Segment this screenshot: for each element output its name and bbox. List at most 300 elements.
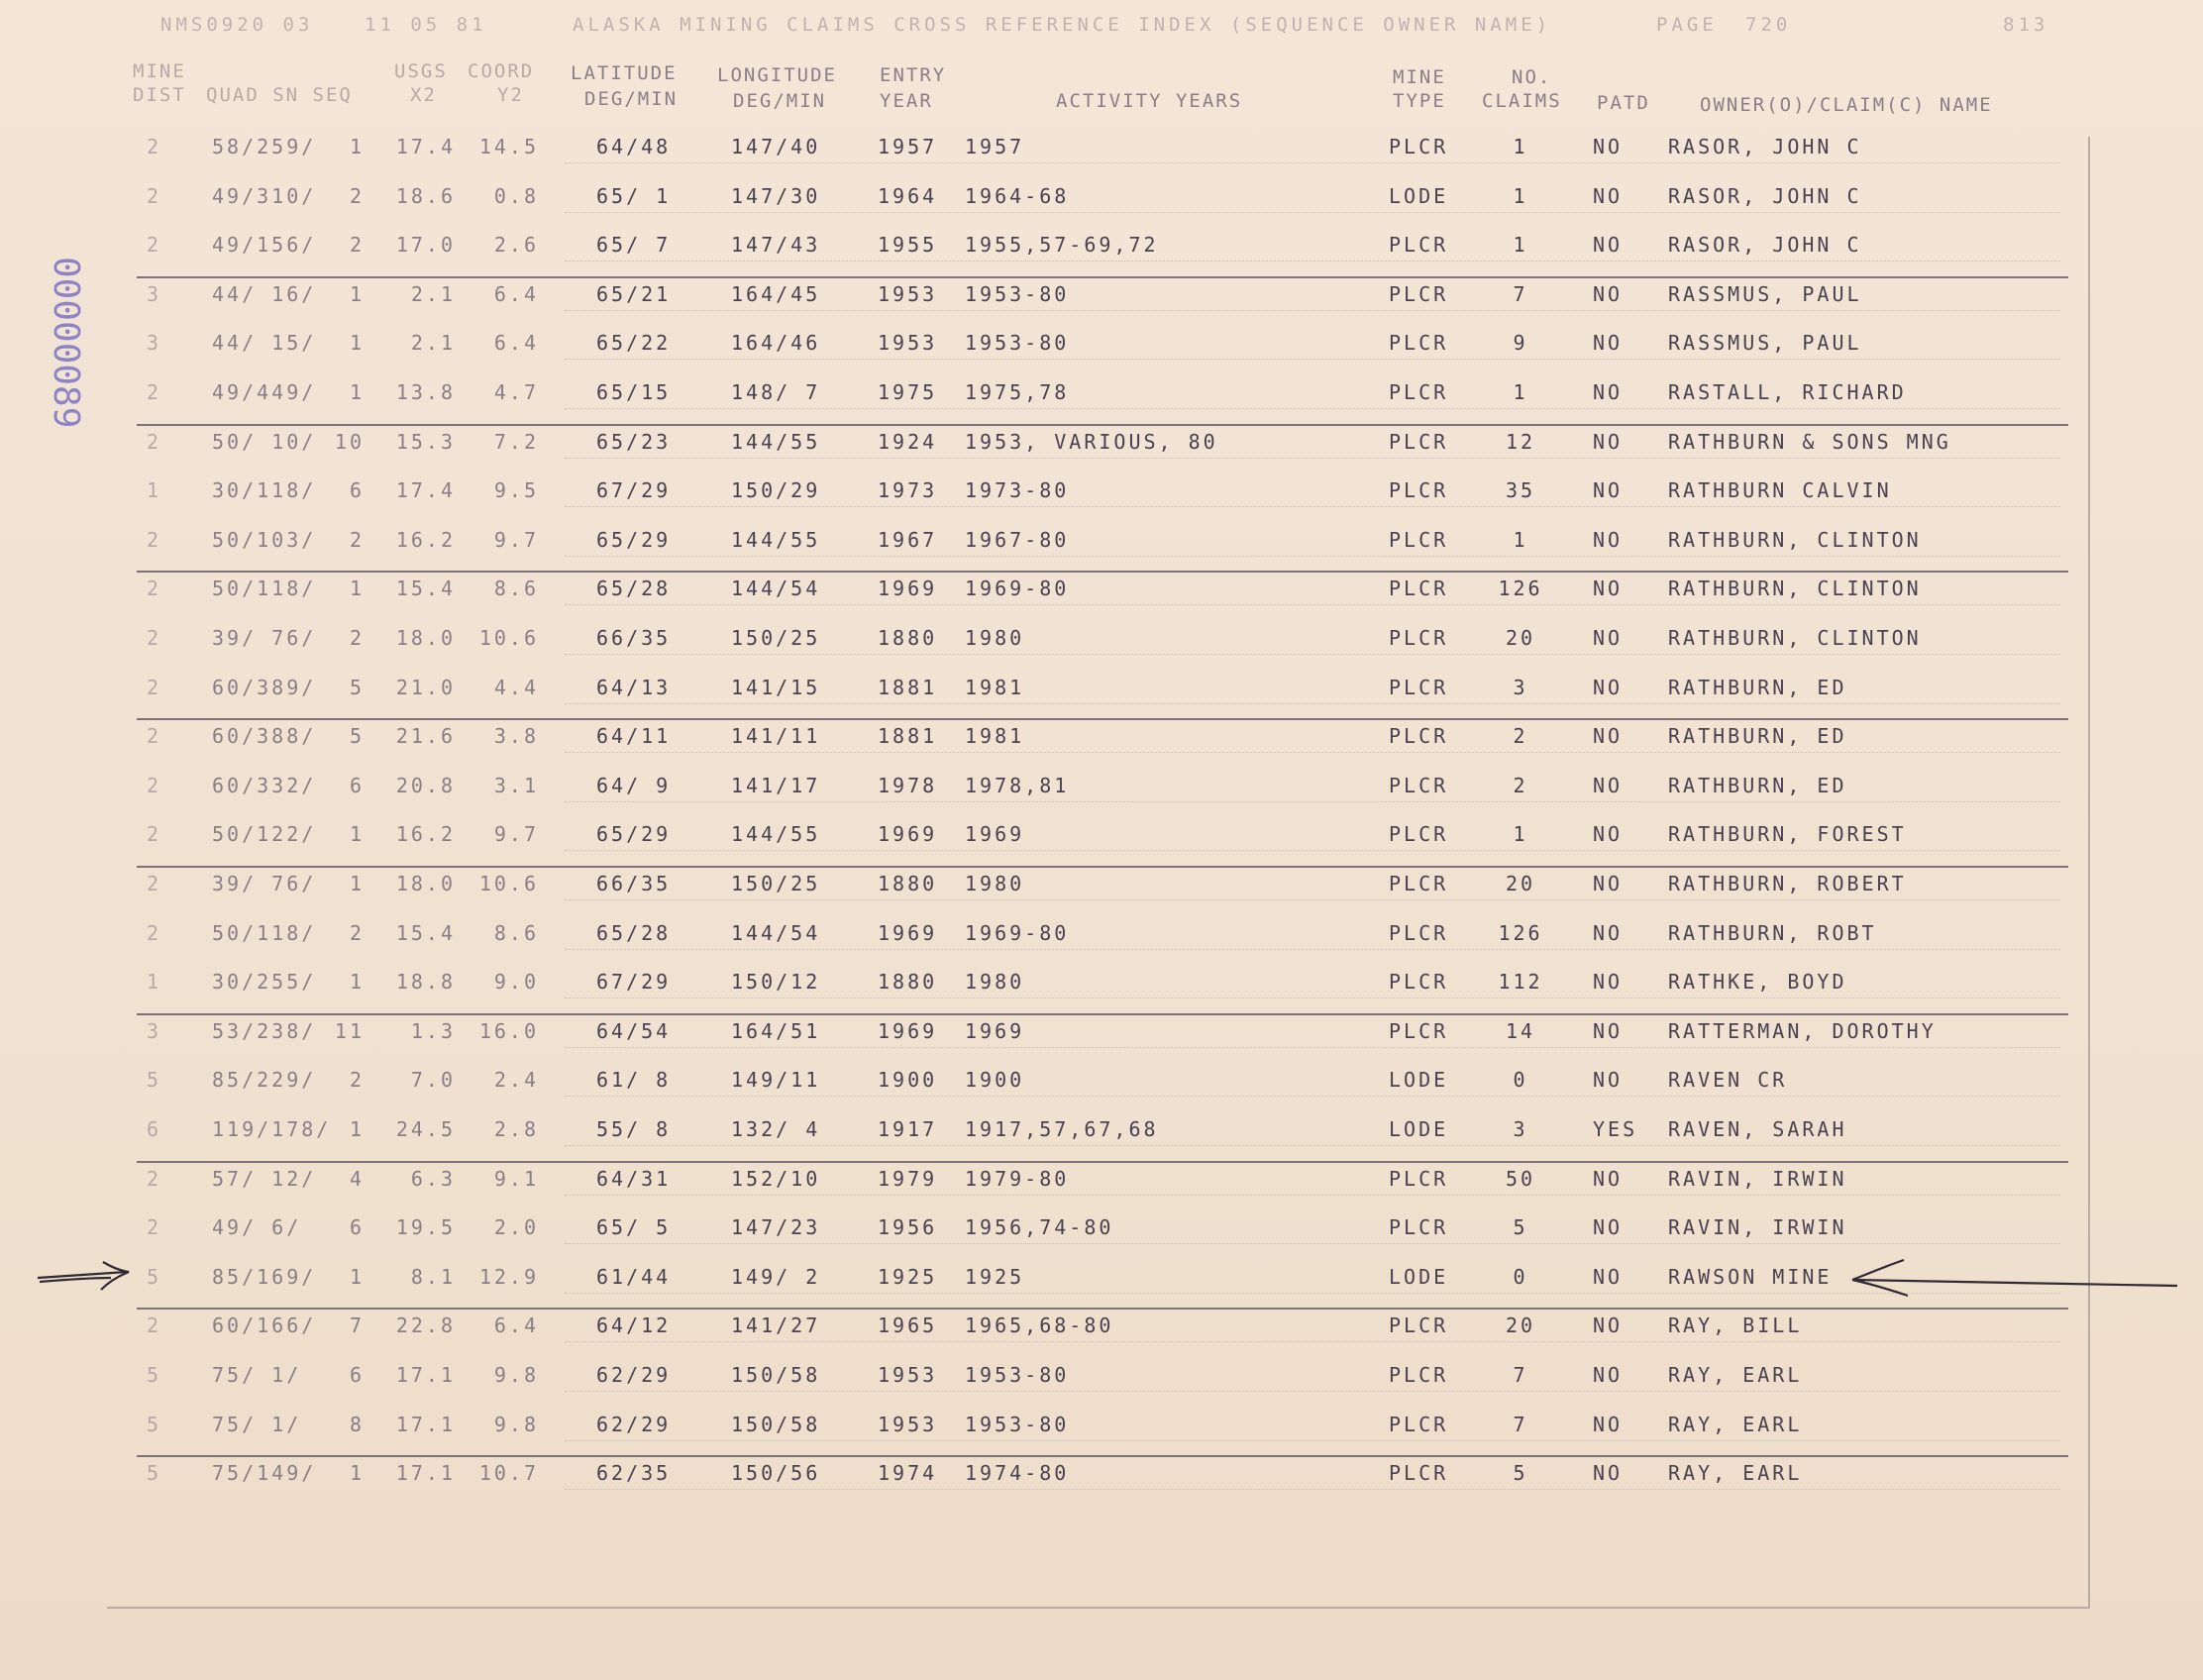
- cell-owner: RATHBURN, FOREST: [1668, 822, 1907, 847]
- cell-latitude: 65/28: [596, 920, 672, 945]
- cell-owner: RAY, EARL: [1668, 1363, 1803, 1387]
- col-activity-years: ACTIVITY YEARS: [1056, 90, 1243, 112]
- cell-dist: 3: [147, 331, 162, 356]
- table-row: [0, 1208, 2203, 1257]
- cell-latitude: 65/28: [596, 577, 672, 601]
- cell-longitude: 164/45: [731, 281, 821, 306]
- cell-claims: 126: [1498, 577, 1543, 601]
- cell-latitude: 64/48: [596, 135, 672, 158]
- table-row: [0, 962, 2203, 1011]
- col-quad-sn-seq: QUAD SN SEQ: [206, 84, 353, 106]
- row-guide: [565, 1195, 2060, 1196]
- cell-dist: 2: [147, 527, 162, 552]
- cell-y2: 9.1: [493, 1166, 539, 1191]
- cell-claims: 1: [1513, 527, 1528, 552]
- cell-seq: 2: [349, 920, 365, 945]
- cell-x2: 17.4: [395, 478, 456, 503]
- cell-dist: 6: [147, 1117, 162, 1141]
- cell-claims: 3: [1513, 675, 1528, 699]
- cell-dist: 5: [147, 1461, 162, 1486]
- cell-y2: 2.8: [493, 1117, 539, 1141]
- cell-patd: NO: [1593, 429, 1624, 454]
- cell-mine-type: PLCR: [1389, 822, 1449, 847]
- row-guide: [565, 703, 2060, 704]
- row-guide: [565, 949, 2060, 950]
- report-header: [0, 14, 2203, 48]
- cell-x2: 18.8: [395, 970, 456, 995]
- cell-dist: 2: [147, 135, 162, 158]
- cell-longitude: 141/27: [731, 1313, 821, 1338]
- col-mine: MINE: [133, 60, 186, 82]
- row-guide: [565, 162, 2060, 163]
- cell-patd: NO: [1593, 478, 1624, 503]
- cell-y2: 0.8: [493, 183, 539, 208]
- cell-longitude: 141/11: [731, 724, 821, 749]
- cell-mine-type: PLCR: [1389, 970, 1449, 995]
- cell-seq: 10: [334, 429, 365, 454]
- col-mine-2: MINE: [1393, 66, 1446, 88]
- cell-quad-sn: 50/118/: [212, 920, 317, 945]
- row-guide: [565, 1341, 2060, 1342]
- cell-entry-year: 1917: [878, 1117, 938, 1141]
- cell-mine-type: PLCR: [1389, 724, 1449, 749]
- cell-latitude: 64/13: [596, 675, 672, 699]
- cell-entry-year: 1881: [878, 724, 938, 749]
- cell-latitude: 66/35: [596, 626, 672, 650]
- cell-entry-year: 1953: [878, 1363, 938, 1387]
- cell-seq: 4: [349, 1166, 365, 1191]
- cell-entry-year: 1880: [878, 970, 938, 995]
- cell-longitude: 147/40: [731, 135, 821, 158]
- cell-claims: 1: [1513, 183, 1528, 208]
- cell-entry-year: 1880: [878, 872, 938, 895]
- cell-patd: NO: [1593, 135, 1624, 158]
- cell-dist: 5: [147, 1412, 162, 1436]
- program-id: NMS0920 03: [160, 14, 314, 36]
- batch-stamp: [46, 257, 86, 477]
- cell-owner: RASOR, JOHN C: [1668, 183, 1862, 208]
- col-coord: COORD: [468, 60, 535, 82]
- cell-activity: 1974-80: [965, 1461, 1070, 1486]
- cell-y2: 8.6: [493, 920, 539, 945]
- row-guide: [565, 1096, 2060, 1097]
- cell-patd: NO: [1593, 920, 1624, 945]
- cell-dist: 2: [147, 380, 162, 404]
- page-number: 720: [1745, 14, 1792, 36]
- cell-quad-sn: 30/118/: [212, 478, 317, 503]
- cell-longitude: 149/ 2: [731, 1264, 821, 1289]
- cell-dist: 2: [147, 1166, 162, 1191]
- cell-longitude: 147/30: [731, 183, 821, 208]
- cell-x2: 15.4: [395, 577, 456, 601]
- cell-quad-sn: 60/332/: [212, 773, 317, 797]
- cell-quad-sn: 49/310/: [212, 183, 317, 208]
- row-guide: [565, 310, 2060, 311]
- cell-y2: 7.2: [493, 429, 539, 454]
- cell-longitude: 150/25: [731, 626, 821, 650]
- cell-claims: 0: [1513, 1068, 1528, 1093]
- cell-longitude: 132/ 4: [731, 1117, 821, 1141]
- cell-mine-type: PLCR: [1389, 1215, 1449, 1240]
- cell-owner: RAVEN CR: [1668, 1068, 1788, 1093]
- cell-longitude: 152/10: [731, 1166, 821, 1191]
- cell-x2: 18.0: [395, 626, 456, 650]
- cell-activity: 1955,57-69,72: [965, 233, 1159, 258]
- cell-y2: 9.8: [493, 1363, 539, 1387]
- cell-claims: 50: [1505, 1166, 1536, 1191]
- cell-latitude: 65/15: [596, 380, 672, 404]
- cell-y2: 3.1: [493, 773, 539, 797]
- cell-quad-sn: 44/ 16/: [212, 281, 317, 306]
- cell-entry-year: 1953: [878, 1412, 938, 1436]
- cell-entry-year: 1955: [878, 233, 938, 258]
- cell-quad-sn: 75/149/: [212, 1461, 317, 1486]
- cell-x2: 18.6: [395, 183, 456, 208]
- cell-claims: 20: [1505, 872, 1536, 895]
- cell-claims: 112: [1498, 970, 1543, 995]
- cell-claims: 5: [1513, 1461, 1528, 1486]
- col-usgs: USGS: [394, 60, 448, 82]
- cell-longitude: 164/51: [731, 1018, 821, 1043]
- cell-y2: 10.7: [478, 1461, 539, 1486]
- table-row: [0, 471, 2203, 520]
- cell-owner: RATHBURN, ED: [1668, 675, 1847, 699]
- cell-patd: NO: [1593, 1313, 1624, 1338]
- cell-seq: 2: [349, 183, 365, 208]
- cell-longitude: 150/56: [731, 1461, 821, 1486]
- cell-activity: 1979-80: [965, 1166, 1070, 1191]
- cell-seq: 2: [349, 1068, 365, 1093]
- col-dist: DIST: [133, 84, 186, 106]
- cell-latitude: 61/ 8: [596, 1068, 672, 1093]
- cell-dist: 2: [147, 675, 162, 699]
- cell-quad-sn: 50/103/: [212, 527, 317, 552]
- cell-quad-sn: 75/ 1/: [212, 1363, 302, 1387]
- cell-patd: NO: [1593, 822, 1624, 847]
- cell-activity: 1978,81: [965, 773, 1070, 797]
- cell-x2: 7.0: [410, 1068, 456, 1093]
- cell-claims: 7: [1513, 1363, 1528, 1387]
- cell-patd: NO: [1593, 1461, 1624, 1486]
- cell-claims: 12: [1505, 429, 1536, 454]
- cell-activity: 1973-80: [965, 478, 1070, 503]
- cell-latitude: 65/22: [596, 331, 672, 356]
- cell-longitude: 148/ 7: [731, 380, 821, 404]
- cell-dist: 5: [147, 1363, 162, 1387]
- cell-y2: 9.0: [493, 970, 539, 995]
- cell-seq: 1: [349, 577, 365, 601]
- cell-seq: 7: [349, 1313, 365, 1338]
- cell-entry-year: 1967: [878, 527, 938, 552]
- cell-activity: 1980: [965, 626, 1025, 650]
- cell-dist: 2: [147, 626, 162, 650]
- cell-seq: 1: [349, 1461, 365, 1486]
- row-guide: [565, 604, 2060, 605]
- cell-activity: 1965,68-80: [965, 1313, 1114, 1338]
- cell-owner: RAVIN, IRWIN: [1668, 1215, 1847, 1240]
- cell-x2: 8.1: [410, 1264, 456, 1289]
- batch-stamp-text: 00000089: [46, 257, 86, 429]
- cell-y2: 3.8: [493, 724, 539, 749]
- cell-x2: 21.6: [395, 724, 456, 749]
- row-guide: [565, 654, 2060, 655]
- row-guide: [565, 359, 2060, 360]
- cell-quad-sn: 50/122/: [212, 822, 317, 847]
- col-patd: PATD: [1597, 92, 1650, 114]
- cell-quad-sn: 44/ 15/: [212, 331, 317, 356]
- cell-owner: RASOR, JOHN C: [1668, 135, 1862, 158]
- cell-claims: 126: [1498, 920, 1543, 945]
- cell-claims: 2: [1513, 773, 1528, 797]
- cell-activity: 1953-80: [965, 281, 1070, 306]
- row-guide: [565, 1047, 2060, 1048]
- cell-owner: RASTALL, RICHARD: [1668, 380, 1907, 404]
- row-rule: [137, 718, 2068, 720]
- cell-activity: 1969-80: [965, 577, 1070, 601]
- cell-y2: 6.4: [493, 1313, 539, 1338]
- cell-patd: NO: [1593, 1166, 1624, 1191]
- cell-longitude: 144/55: [731, 527, 821, 552]
- cell-owner: RASSMUS, PAUL: [1668, 281, 1862, 306]
- cell-latitude: 67/29: [596, 970, 672, 995]
- cell-activity: 1953-80: [965, 331, 1070, 356]
- row-guide: [565, 1391, 2060, 1392]
- cell-dist: 2: [147, 183, 162, 208]
- cell-claims: 7: [1513, 281, 1528, 306]
- cell-activity: 1900: [965, 1068, 1025, 1093]
- cell-x2: 15.4: [395, 920, 456, 945]
- cell-x2: 17.1: [395, 1412, 456, 1436]
- cell-activity: 1953-80: [965, 1412, 1070, 1436]
- cell-claims: 3: [1513, 1117, 1528, 1141]
- cell-longitude: 149/11: [731, 1068, 821, 1093]
- cell-claims: 35: [1505, 478, 1536, 503]
- cell-activity: 1975,78: [965, 380, 1070, 404]
- table-row: [0, 1060, 2203, 1109]
- cell-x2: 19.5: [395, 1215, 456, 1240]
- row-rule: [137, 571, 2068, 573]
- cell-patd: NO: [1593, 724, 1624, 749]
- cell-quad-sn: 39/ 76/: [212, 872, 317, 895]
- cell-x2: 22.8: [395, 1313, 456, 1338]
- cell-longitude: 150/29: [731, 478, 821, 503]
- cell-seq: 11: [334, 1018, 365, 1043]
- cell-owner: RAWSON MINE: [1668, 1264, 1833, 1289]
- report-title: ALASKA MINING CLAIMS CROSS REFERENCE INDEX (SEQUENCE OWNER NAME): [573, 14, 1552, 36]
- cell-patd: NO: [1593, 380, 1624, 404]
- cell-dist: 1: [147, 970, 162, 995]
- cell-activity: 1964-68: [965, 183, 1070, 208]
- cell-seq: 1: [349, 135, 365, 158]
- row-guide: [565, 458, 2060, 459]
- cell-mine-type: PLCR: [1389, 920, 1449, 945]
- col-year: YEAR: [880, 90, 933, 112]
- cell-owner: RATHBURN, CLINTON: [1668, 626, 1922, 650]
- cell-seq: 6: [349, 1215, 365, 1240]
- cell-y2: 9.7: [493, 527, 539, 552]
- table-row: [0, 1109, 2203, 1159]
- cell-longitude: 144/54: [731, 920, 821, 945]
- table-row: [0, 569, 2203, 618]
- cell-seq: 8: [349, 1412, 365, 1436]
- cell-quad-sn: 58/259/: [212, 135, 317, 158]
- cell-patd: NO: [1593, 1215, 1624, 1240]
- cell-x2: 2.1: [410, 331, 456, 356]
- cell-dist: 2: [147, 1313, 162, 1338]
- cell-x2: 24.5: [395, 1117, 456, 1141]
- report-code: 813: [2003, 14, 2049, 36]
- cell-dist: 2: [147, 1215, 162, 1240]
- table-row: [0, 1159, 2203, 1208]
- cell-mine-type: PLCR: [1389, 478, 1449, 503]
- cell-dist: 2: [147, 822, 162, 847]
- cell-x2: 16.2: [395, 527, 456, 552]
- cell-patd: NO: [1593, 1363, 1624, 1387]
- cell-mine-type: PLCR: [1389, 675, 1449, 699]
- cell-mine-type: PLCR: [1389, 1461, 1449, 1486]
- row-guide: [565, 801, 2060, 802]
- row-guide: [565, 752, 2060, 753]
- cell-latitude: 64/12: [596, 1313, 672, 1338]
- row-guide: [565, 506, 2060, 507]
- table-row: [0, 1453, 2203, 1503]
- cell-seq: 1: [349, 331, 365, 356]
- cell-latitude: 64/11: [596, 724, 672, 749]
- cell-longitude: 150/58: [731, 1412, 821, 1436]
- cell-quad-sn: 30/255/: [212, 970, 317, 995]
- cell-entry-year: 1974: [878, 1461, 938, 1486]
- cell-owner: RATHBURN, ED: [1668, 773, 1847, 797]
- cell-owner: RAY, BILL: [1668, 1313, 1803, 1338]
- cell-x2: 20.8: [395, 773, 456, 797]
- cell-dist: 3: [147, 1018, 162, 1043]
- cell-activity: 1981: [965, 675, 1025, 699]
- cell-patd: NO: [1593, 970, 1624, 995]
- cell-patd: NO: [1593, 773, 1624, 797]
- cell-patd: NO: [1593, 872, 1624, 895]
- cell-x2: 2.1: [410, 281, 456, 306]
- cell-activity: 1981: [965, 724, 1025, 749]
- cell-quad-sn: 49/ 6/: [212, 1215, 302, 1240]
- table-row: [0, 323, 2203, 372]
- table-row: [0, 1011, 2203, 1061]
- cell-quad-sn: 57/ 12/: [212, 1166, 317, 1191]
- cell-quad-sn: 60/389/: [212, 675, 317, 699]
- table-row: [0, 814, 2203, 864]
- cell-entry-year: 1969: [878, 1018, 938, 1043]
- row-rule: [137, 1013, 2068, 1015]
- cell-mine-type: LODE: [1389, 183, 1449, 208]
- cell-y2: 9.7: [493, 822, 539, 847]
- cell-seq: 1: [349, 970, 365, 995]
- cell-x2: 17.0: [395, 233, 456, 258]
- cell-latitude: 62/29: [596, 1412, 672, 1436]
- cell-dist: 2: [147, 773, 162, 797]
- cell-patd: NO: [1593, 527, 1624, 552]
- table-row: [0, 716, 2203, 766]
- cell-y2: 6.4: [493, 331, 539, 356]
- table-row: [0, 520, 2203, 570]
- cell-activity: 1953, VARIOUS, 80: [965, 429, 1218, 454]
- cell-claims: 1: [1513, 233, 1528, 258]
- cell-patd: NO: [1593, 626, 1624, 650]
- cell-mine-type: PLCR: [1389, 1313, 1449, 1338]
- cell-seq: 1: [349, 872, 365, 895]
- cell-patd: NO: [1593, 281, 1624, 306]
- cell-seq: 6: [349, 773, 365, 797]
- cell-y2: 14.5: [478, 135, 539, 158]
- cell-latitude: 65/29: [596, 822, 672, 847]
- cell-dist: 2: [147, 429, 162, 454]
- cell-entry-year: 1956: [878, 1215, 938, 1240]
- cell-latitude: 55/ 8: [596, 1117, 672, 1141]
- cell-entry-year: 1900: [878, 1068, 938, 1093]
- cell-longitude: 147/23: [731, 1215, 821, 1240]
- cell-owner: RATHBURN & SONS MNG: [1668, 429, 1951, 454]
- cell-latitude: 62/29: [596, 1363, 672, 1387]
- cell-entry-year: 1964: [878, 183, 938, 208]
- cell-x2: 6.3: [410, 1166, 456, 1191]
- cell-x2: 17.1: [395, 1363, 456, 1387]
- cell-latitude: 65/21: [596, 281, 672, 306]
- cell-claims: 1: [1513, 380, 1528, 404]
- cell-owner: RAY, EARL: [1668, 1461, 1803, 1486]
- cell-longitude: 150/25: [731, 872, 821, 895]
- cell-mine-type: PLCR: [1389, 872, 1449, 895]
- cell-y2: 16.0: [478, 1018, 539, 1043]
- row-guide: [565, 212, 2060, 213]
- cell-x2: 13.8: [395, 380, 456, 404]
- cell-mine-type: PLCR: [1389, 1166, 1449, 1191]
- table-row: [0, 372, 2203, 422]
- col-entry: ENTRY: [880, 64, 947, 86]
- row-guide: [565, 1293, 2060, 1294]
- cell-mine-type: PLCR: [1389, 577, 1449, 601]
- cell-longitude: 141/15: [731, 675, 821, 699]
- cell-y2: 6.4: [493, 281, 539, 306]
- cell-claims: 9: [1513, 331, 1528, 356]
- cell-activity: 1956,74-80: [965, 1215, 1114, 1240]
- cell-longitude: 144/55: [731, 822, 821, 847]
- cell-y2: 2.4: [493, 1068, 539, 1093]
- col-lon-degmin: DEG/MIN: [733, 90, 827, 112]
- cell-entry-year: 1978: [878, 773, 938, 797]
- cell-latitude: 66/35: [596, 872, 672, 895]
- cell-activity: 1980: [965, 872, 1025, 895]
- row-guide: [565, 850, 2060, 851]
- cell-seq: 5: [349, 724, 365, 749]
- cell-latitude: 65/ 1: [596, 183, 672, 208]
- cell-dist: 5: [147, 1264, 162, 1289]
- cell-mine-type: PLCR: [1389, 331, 1449, 356]
- cell-claims: 0: [1513, 1264, 1528, 1289]
- cell-seq: 1: [349, 1117, 365, 1141]
- table-row: [0, 913, 2203, 963]
- cell-y2: 2.0: [493, 1215, 539, 1240]
- cell-entry-year: 1969: [878, 822, 938, 847]
- cell-owner: RAVEN, SARAH: [1668, 1117, 1847, 1141]
- cell-quad-sn: 60/388/: [212, 724, 317, 749]
- cell-x2: 15.3: [395, 429, 456, 454]
- cell-activity: 1953-80: [965, 1363, 1070, 1387]
- col-longitude: LONGITUDE: [717, 64, 837, 86]
- row-rule: [137, 1161, 2068, 1163]
- cell-latitude: 65/23: [596, 429, 672, 454]
- cell-quad-sn: 60/166/: [212, 1313, 317, 1338]
- cell-latitude: 64/ 9: [596, 773, 672, 797]
- cell-claims: 1: [1513, 822, 1528, 847]
- row-guide: [565, 1440, 2060, 1441]
